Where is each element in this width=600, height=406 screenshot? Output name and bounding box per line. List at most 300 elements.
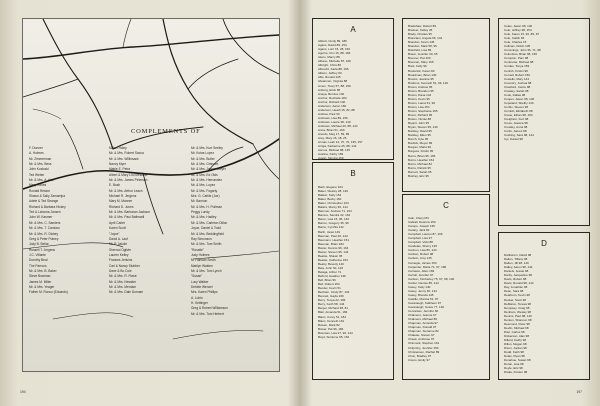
index-entry: Andrews, Michael 20, 88, 144 [318,123,358,128]
index-entry: Costello, Mary 144 [504,76,530,81]
complement-name: Mr. & Mrs. Tom Herbert [191,311,224,316]
index-entry: Belaga, Arthur 71 [318,269,342,274]
complement-name: Mr. & Mrs. Beddingfield [191,231,224,236]
index-entry: Arey, Mary 16, 18, 25 [318,136,347,141]
index-entry: Burns, Michael 82 [408,161,433,166]
index-entry: Bower, Pat 96, 184 [318,326,344,331]
index-entry: Compton, Pam 98 [504,56,529,61]
index-entry: Cavanaugh, Kathleen 97 [408,300,442,305]
index-entry: Crowley, Anna 98 [504,125,528,130]
complement-name: Mr. & Mrs. Carleton Dillon [191,220,228,225]
index-entry: Arends, Meg 17, 59, 89 [318,132,350,137]
index-entry: Dickerson, Alan 98 [504,333,530,338]
complement-name: Adele & Ted Strange [29,199,59,204]
index-entry: Austine, Kathy 183 [318,152,344,157]
index-entry: Cooper, Jason 98, 145 [504,96,535,101]
index-entry: Dearborn, Kevin 98 [504,293,530,298]
index-entry: Corinth, Kristin 98 [504,68,528,73]
index-entry: Burgan, Maria 90 [408,145,432,150]
complement-name: H. Kettinger [191,300,208,305]
index-entry: Coles, Jason 98, 140 [504,24,533,28]
index-entry: Bowen, Mark 82 [318,322,340,327]
index-entry: Carpenter, Maria 71, 97, 180 [408,264,447,269]
index-entry: Baumann, Heather 151 [318,237,350,242]
index-entry: Buckley, Ellen 95 [408,133,431,138]
index-entry: Diaz, Carlos 98 [504,329,525,334]
index-entry: Davis, Robert 98 [504,277,527,282]
index-entry: Allis, Ronald 135 [318,75,341,80]
index-entry: Brady, Charles 95 [408,32,432,37]
index-entry: Balazs, Marcy 96, 144 [318,205,348,210]
index-entry: Drake, Kristen 98 [504,370,528,375]
index-entry: Bell, Robert 154 [318,282,340,287]
index-box-c [402,194,490,380]
index-entry: Cole, Karen 15, 20, 89, 97 [504,32,540,37]
index-box-d [498,232,590,380]
complement-name: Albert & Mary Lou Meloche [109,172,148,177]
complement-name: Marilyn Walden [191,263,213,268]
index-entry: Castillo, Monica 51, 97 [408,296,439,301]
complement-name: Mr. & Mrs. B. Baker [29,268,57,273]
complement-name: Karen Scott [109,226,126,231]
index-entry: Barron, Gregory 35, 96 [318,221,349,226]
index-entry: Copeland, Shelby 140 [504,100,534,105]
complement-name: Greg & Peter Putney [29,236,59,241]
index-entry: Berry, Keith 58, 144 [318,302,345,307]
index-entry: Chateau, Steven 97 [408,333,435,338]
index-entry: Brown, Dana 144 [408,92,432,97]
index-entry: Allison, Jeffrey 60 [318,71,342,76]
index-entry: Brown, Laura 51, 96 [408,100,436,105]
index-entry: Cain, Cheryl 84 [408,216,429,220]
complement-name: Lauren Kelley [109,252,129,257]
index-entry: Columbus, Brian 98, 150 [504,52,538,57]
complement-name: Frances Jenkins [109,258,133,263]
complement-name: Mr. & Mrs. Kurt Seeley [191,146,223,150]
index-entry: Brennan, Mary 165 [408,60,434,65]
index-entry: Carlson, Robert 98 [408,252,434,257]
index-entry: Braun, Jennifer 30, 95 [408,52,438,57]
index-entry: Burns, Patrick 95 [408,165,431,170]
index-entry: Brooks, Jeanine 95 [408,76,434,81]
index-entry: Brown, Brandon 95 [408,88,434,93]
page-number-left: 194 [20,390,26,394]
complement-name: Mabel Holey [109,146,127,150]
index-entry: Bryan, Steven 95, 140 [408,125,438,130]
index-entry: Andrea, Paul 30 [318,111,340,116]
complement-name: Mr. & Mrs. Nessiter [109,279,137,284]
complement-name: E. Bush [109,183,121,188]
complement-name: Richard D. Jones [109,204,134,209]
index-entry: Arriga, Katherine 25, 88, 144 [318,144,357,149]
right-page [302,0,600,406]
complement-name: Dorothy Beal [29,258,48,263]
index-entry: Carroll, Jennifer 97 [408,272,434,277]
index-box-b-continued [402,18,490,192]
index-entry: Bryant, John 95 [408,121,430,126]
index-entry: Dahlstrom, David 98 [504,253,532,257]
complement-name: April Carter [109,220,126,225]
index-letter-d: D [541,239,547,248]
index-entry: DeMarco, Teresa 98 [504,301,531,306]
index-entry: Dalley, Aaron 98, 144 [504,265,533,270]
index-entry: Davis, Ronald 98, 144 [504,281,534,286]
complement-name: Mr. & Mrs. A. Hall [29,178,54,183]
index-entry: Cheek, Ambrose 97 [408,337,435,342]
index-entry: Campbell, Vicki 88 [408,240,433,245]
index-entries-c-continued [504,24,586,141]
complement-name: Mr. & Mrs. Willinsack [109,156,139,161]
index-entry: Cyr, Daniel 98 [504,137,523,142]
index-entry: Baker, Becky 160 [318,197,342,202]
complement-name: Mr. & Mrs. Grissom [191,162,219,167]
index-entry: Anchor, Richard 140 [318,99,346,104]
complement-name: J.C. Villante [29,252,46,257]
complement-name: Sherrod Ogilvie [109,247,131,252]
complement-name: Mary M. Manner [109,199,133,204]
complement-name: "Susan" [191,274,203,279]
index-entry: Dempsey, Craig 98 [504,305,530,310]
index-entry: Baker, Wesley 28, 149 [318,189,348,194]
index-entry: Asmus, Michael 88, 135 [318,148,351,153]
complement-name: A. Holmes [29,151,44,156]
complement-name: Carl & Nancy Stubber [109,263,140,268]
index-entry: Benham, Cindy 87, 133 [318,290,350,295]
index-entry: Baron, Lisa 15, 96, 140 [318,217,350,222]
complement-name: Mr. & Mrs. Ed Olds [191,172,218,177]
index-entry: Chinnock, Stephen 161 [408,341,440,346]
index-entry: Brazeer, Kelley 35 [408,28,433,33]
index-entry: Bruno, Richard 95 [408,113,433,118]
index-entry: Creighton, Kurt 98 [504,117,529,122]
complements-column-1 [29,146,68,296]
index-entry: Brandon, Kevin 145 [408,40,435,45]
index-entry: Curtis, James 98 [504,129,527,134]
index-entry: Corbin, Steven 98 [504,104,529,109]
index-entries-c [408,216,486,362]
complement-name: Ted Weber [29,172,45,177]
index-entry: Albrecht, Karla 88, 166 [318,67,349,72]
index-entry: Dean, Sara 98 [504,289,524,294]
index-entry: Austin, Monica 150 [318,156,344,161]
index-entry: Aguirre, Kim 15, 88, 166 [318,51,351,56]
index-entry: Dalton, Jill 98, 140 [504,261,529,266]
index-entry: Decker, Scott 98 [504,297,527,302]
index-entry: Bell, Brian 96 [318,278,336,283]
complement-name: Mr. Kotas Lopez [191,151,215,156]
index-entry: Devlin, Michael 98 [504,325,529,330]
index-entry: Chapman, Donald 97 [408,325,437,330]
complement-name: Mr. & Mrs. C. Sanders [29,220,61,225]
complement-name: Mr. & Mrs. R. Rowe [109,274,137,279]
index-entry: Agans, David 89, 154 [318,43,347,48]
complement-name: Mrs. G. Carlile (Joe) [191,194,220,199]
index-entry: Crane, Ethan 98, 154 [504,113,533,118]
index-entry: Chapman, Amanda 97 [408,321,438,326]
index-entry: Boyd, Suzanne 95, 154 [318,334,350,339]
index-entry: Desmond, Peter 98 [504,321,530,326]
index-entry: Bradshaw, Robert 89 [408,24,437,28]
complement-name: Jody B. Bellar [29,242,49,247]
index-entry: Cervantes, Jennifer 60 [408,309,439,314]
index-entry: Anberg, Erick 86 [318,87,341,92]
index-entry: Berry, Tonya 22, 184 [318,298,346,303]
index-entry: Berger, Richard 38, 81 [318,306,349,311]
index-entry: Brandon, Mark 58, 95 [408,44,437,49]
complement-name: Steve Bowman [29,274,51,279]
complement-name: Ted & Lahoma Jansen [29,210,61,215]
complement-name: Ronald Reston [29,188,51,193]
index-entry: Cabrall, Deanna 150 [408,220,436,225]
complement-name: Russell T. Jergens [29,247,55,252]
index-entry: Darby, Jacqueline 98 [504,273,532,278]
index-entry: Alwarman, Virginia 88 [318,79,348,84]
index-entries-b [318,185,390,339]
complement-name: John Kosloski [29,167,49,172]
index-box-b [312,162,394,380]
index-entry: Agans, Lorri 15, 28, 150 [318,47,351,52]
index-entry: Cornish, Elizabeth 98 [504,108,533,113]
index-entry: Cannon, Lisa 89, 144 [408,248,437,253]
index-entry: Anderson, Aaron 160 [318,103,347,108]
complement-name: Lucy Walker [191,279,209,284]
index-entry: Cicero, Emily 97 [408,357,430,362]
index-entry: Carlson, Amy 145 [408,256,432,261]
index-entry: Blanc, Kenneth 161 [318,318,345,323]
index-letter-c: C [443,201,449,210]
complement-name: Mr. P. Jakobi [109,242,128,247]
index-entry: Chun, Bradley 97 [408,353,432,358]
index-entry: Chalmers, Michael 86 [408,317,438,322]
index-entry: Campo, Joseph 135 [408,224,435,229]
index-entry: Burns, Brian 95, 165 [408,153,436,158]
index-entry: Chirpichy, Jennifer 150 [408,345,439,350]
index-entry: Cole, Charles 15 [504,40,527,45]
index-entry: Canary, Jack 82 [408,228,430,233]
index-entry: Blair, Amanda 51, 184 [318,310,348,315]
complement-name: A. Lubin [191,295,203,300]
index-box-c-continued [498,18,590,226]
index-entry: Brown, Lisa 154 [408,104,430,109]
complement-name: Mr. & Mrs. Merriam [109,284,137,289]
index-entry: Bauman, Paul 20, 144 [318,233,348,238]
index-entry: Doyle, Eric 98 [504,366,523,371]
index-entry: Cummings, John 35, 71, 98 [504,48,541,53]
complements-photo [22,18,280,372]
index-entry: Brenner, Pat 100 [408,56,431,61]
index-entry: Dalton, Tiffany 98 [504,257,528,262]
index-entry: Albano, Michelle 87, 166 [318,59,351,64]
index-entries-d [504,253,586,374]
complement-name: Mr. Zimmerman [29,156,52,161]
index-entry: Brown, Kevin 95 [408,96,430,101]
index-entries-b-continued [408,24,486,178]
complement-name: Mr. & Mrs. Robert Sacca [109,151,144,156]
complement-name: "Rosalie" [191,247,204,252]
complement-name: Mr. Bannon [191,199,208,204]
complements-column-2 [109,146,150,296]
index-entry: Candelas, Sherry 135 [408,244,438,249]
complement-name: The Parrons [29,263,47,268]
index-entry: Crawley, Sarah 98 [504,88,529,93]
complement-name: Mr. & Mrs. Tom Smith [191,242,222,247]
complement-name: F. Dunner [29,146,43,150]
complement-name: Mary Hanes [29,183,47,188]
index-entry: Broderick, Karen 82 [408,68,435,73]
index-entry: Carrasco, Allen 169 [408,268,435,273]
complement-name: Dave & Bo Cole [109,268,132,273]
complement-name: "Joyce" [109,231,120,236]
index-entry: Casey, Jenny 60, 144 [408,288,437,293]
index-entry: Casey, Brenda 145 [408,292,434,297]
complement-name: Mr. & Mrs. Paul Bathswill [109,215,145,220]
index-entry: Casey, Kelly 140 [408,284,431,289]
index-entry: Bela, John 60, 146 [318,265,344,270]
complement-name: Mr. & Mrs. Hernandez [191,178,222,183]
index-entry: Anaya, Bernice 140 [318,91,345,96]
index-entry: Amen, Tracy 57, 88, 159 [318,83,351,88]
complement-name: Father M. Ronco (Eduardo) [29,290,68,295]
complement-name: Nancy Myer [109,162,127,167]
index-entry: Chapman, Suzanne 82 [408,329,439,334]
index-entry: Beattie, Catherine 154 [318,257,348,262]
index-entry: Bammer, Andrew 71, 164 [318,209,352,214]
index-letter-b: B [350,169,356,178]
index-entry: Burns, Heather 154 [408,157,435,162]
complements-title: COMPLEMENTS OF [131,128,201,135]
index-entry: Burgess, Kristin 95 [408,149,434,154]
index-entry: Daniels, Jessie 98 [504,269,529,274]
complement-name: Mr. & Mrs. Arthur Leach [109,188,143,193]
complements-column-3 [191,146,228,317]
index-entry: Cartier, Denise 85, 144 [408,280,439,285]
index-box-a [312,18,394,160]
index-entry: Broadman, Brian 140 [408,72,437,77]
page-number-right: 197 [576,390,582,394]
index-entry: Bowman, Lisa 37, 96, 144 [318,330,353,335]
index-entry: Cavanaugh, Grace 77, 140 [408,305,445,310]
index-entry: Andrews, Laurie 38, 140 [318,119,351,124]
complement-name: John W. Kasmer [29,215,53,220]
index-entry: Cole, Jeffrey 98, 154 [504,28,532,33]
left-page [0,0,298,406]
index-entry: Carlson, Kimberley 75, 97, 98, 140 [408,276,455,281]
index-entry: Doran, Lisa 98 [504,362,524,367]
index-entry: Brown, Stephanie 165 [408,108,438,113]
index-entry: Christensen, Rachel 89 [408,349,440,354]
index-entry: Bennett, Gayla 169 [318,294,344,299]
index-entry: Beattie, Shawn 95 [318,253,343,258]
index-entry: Cullinan, Robin 135 [504,44,531,49]
index-entry: Bunch, Kyle 95 [408,137,429,142]
complement-name: David A. Lauf [109,236,128,241]
complement-name: Mr. & Mrs. Hadley [191,215,217,220]
complement-name: James M. Miller [29,279,52,284]
index-entry: Bach, Eugene 164 [318,185,343,189]
index-entry: Dixon, Jordan 98 [504,346,527,351]
index-letter-a: A [350,25,356,34]
complement-name: Debbie Wenzel [191,284,213,289]
index-entry: Bender, Kevin 51 [318,286,341,291]
index-entries-a [318,39,390,160]
index-entry: Dillon, Megan 98 [504,342,527,347]
index-entry: Buckley, David 95 [408,129,432,134]
complement-name: Mr. & Mrs. Fogarty [191,188,218,193]
complement-name: Richard & Barbara Hickey [29,204,66,209]
index-entry: Donahue, Susan 98 [504,358,531,363]
complement-name: Mr. & Mrs. James Peterson [109,178,148,183]
complement-name: Michael R. Jergens [109,194,137,199]
index-entry: Andrews, Lisa 89, 156 [318,115,348,120]
index-entry: Bushey, Eric 95 [408,173,429,178]
index-entry: Cushing, Sara 98, 144 [504,133,534,138]
index-entry: Barrere, Sandra 32, 164 [318,213,351,218]
index-entry: Day, Jonathan 98 [504,285,528,290]
complement-name: Mr. & Mrs. Dale Dornam [109,290,144,295]
index-entry: Cordes, Tonya 159 [504,64,530,69]
complement-name: Mr. & Mrs. R. Dickey [29,231,59,236]
complement-name: Mr. & Mrs. Lopez [191,183,216,188]
index-entry: Brown, Andrew 95 [408,84,433,89]
index-entry: Albright, Chris 86 [318,63,342,68]
index-entry: Campbell, Lauren 87, 166 [408,232,443,237]
index-entry: Bauman, Brian 184 [318,241,344,246]
index-entry: Burnett, Sarah 95 [408,169,432,174]
index-entry: Belford, Heather 136 [318,274,346,279]
index-entry: Denton, Shannon 98 [504,317,532,322]
complement-name: Mr. & Mrs. Bess [29,162,52,167]
index-entry: Branfield, Lisa 89 [408,48,432,53]
index-entry: Dolan, Ryan 98 [504,354,525,359]
index-entry: Akers, Marcy 88 [318,55,340,60]
index-entry: Cole, Caitlin 84 [504,36,525,41]
index-entry: Chalmers, Jeanne 97 [408,313,437,318]
index-entry: Anchor, Rochelle 184 [318,95,347,100]
complement-name: Judy Holmes [191,252,210,257]
index-entry: Coventry, Joshua 98 [504,80,532,85]
index-entry: Branciani, Angela 96, 144 [408,36,443,41]
complement-name: Joyce, Daniel & Todd [191,226,221,231]
index-entry: Brett, Kelly 96 [408,64,427,69]
complement-name: Greg & Robert Williamson [191,306,228,311]
index-entry: Campbell, Lisa 97 [408,236,433,241]
index-entry: Carnegie, James 154 [408,260,437,265]
complement-name: Shawn & Sally Zamarripa [29,194,65,199]
complement-name: Mr. & Mrs. Yeager [29,284,55,289]
index-entry: Anna, Brian 51, 169 [318,128,345,133]
index-entry: Dillard, Kathy 98 [504,337,527,342]
index-entry: Barth, Janet 149 [318,229,341,234]
complement-name: Mr. & Mrs. H. Pullman [191,204,222,209]
complement-name: Mr. & Mrs. Butler [191,156,215,161]
index-entry: Baxter, Dennis 96, 164 [318,245,349,250]
index-entry: Baxter, Steven 95, 144 [318,249,349,254]
complement-name: Mrs. Karen Phillips [191,290,218,295]
index-entry: Burdick, Meyer 89 [408,141,433,146]
complement-name: Peggy Lundy [191,210,210,215]
complement-name: Mable E. Petra [109,167,131,172]
index-entry: Abbott, Cindy 89, 186 [318,39,347,43]
index-entry: Brothers, Kenneth 51, 96, 140 [408,80,449,85]
index-entry: Crawford, Carrie 98 [504,84,531,89]
index-entry: Armas, Leah 12, 37, 70, 135, 157 [318,140,363,145]
index-entry: Cook, Dallas 98 [504,92,526,97]
index-entry: Beatty, Beverly 140 [318,261,344,266]
index-entry: Cornell, Robert 150 [504,72,531,77]
index-entry: Denham, Wesley 98 [504,309,531,314]
index-entry: Contreras, Michael 98 [504,60,534,65]
index-entry: Blanc, Corey 51, 184 [318,314,347,319]
